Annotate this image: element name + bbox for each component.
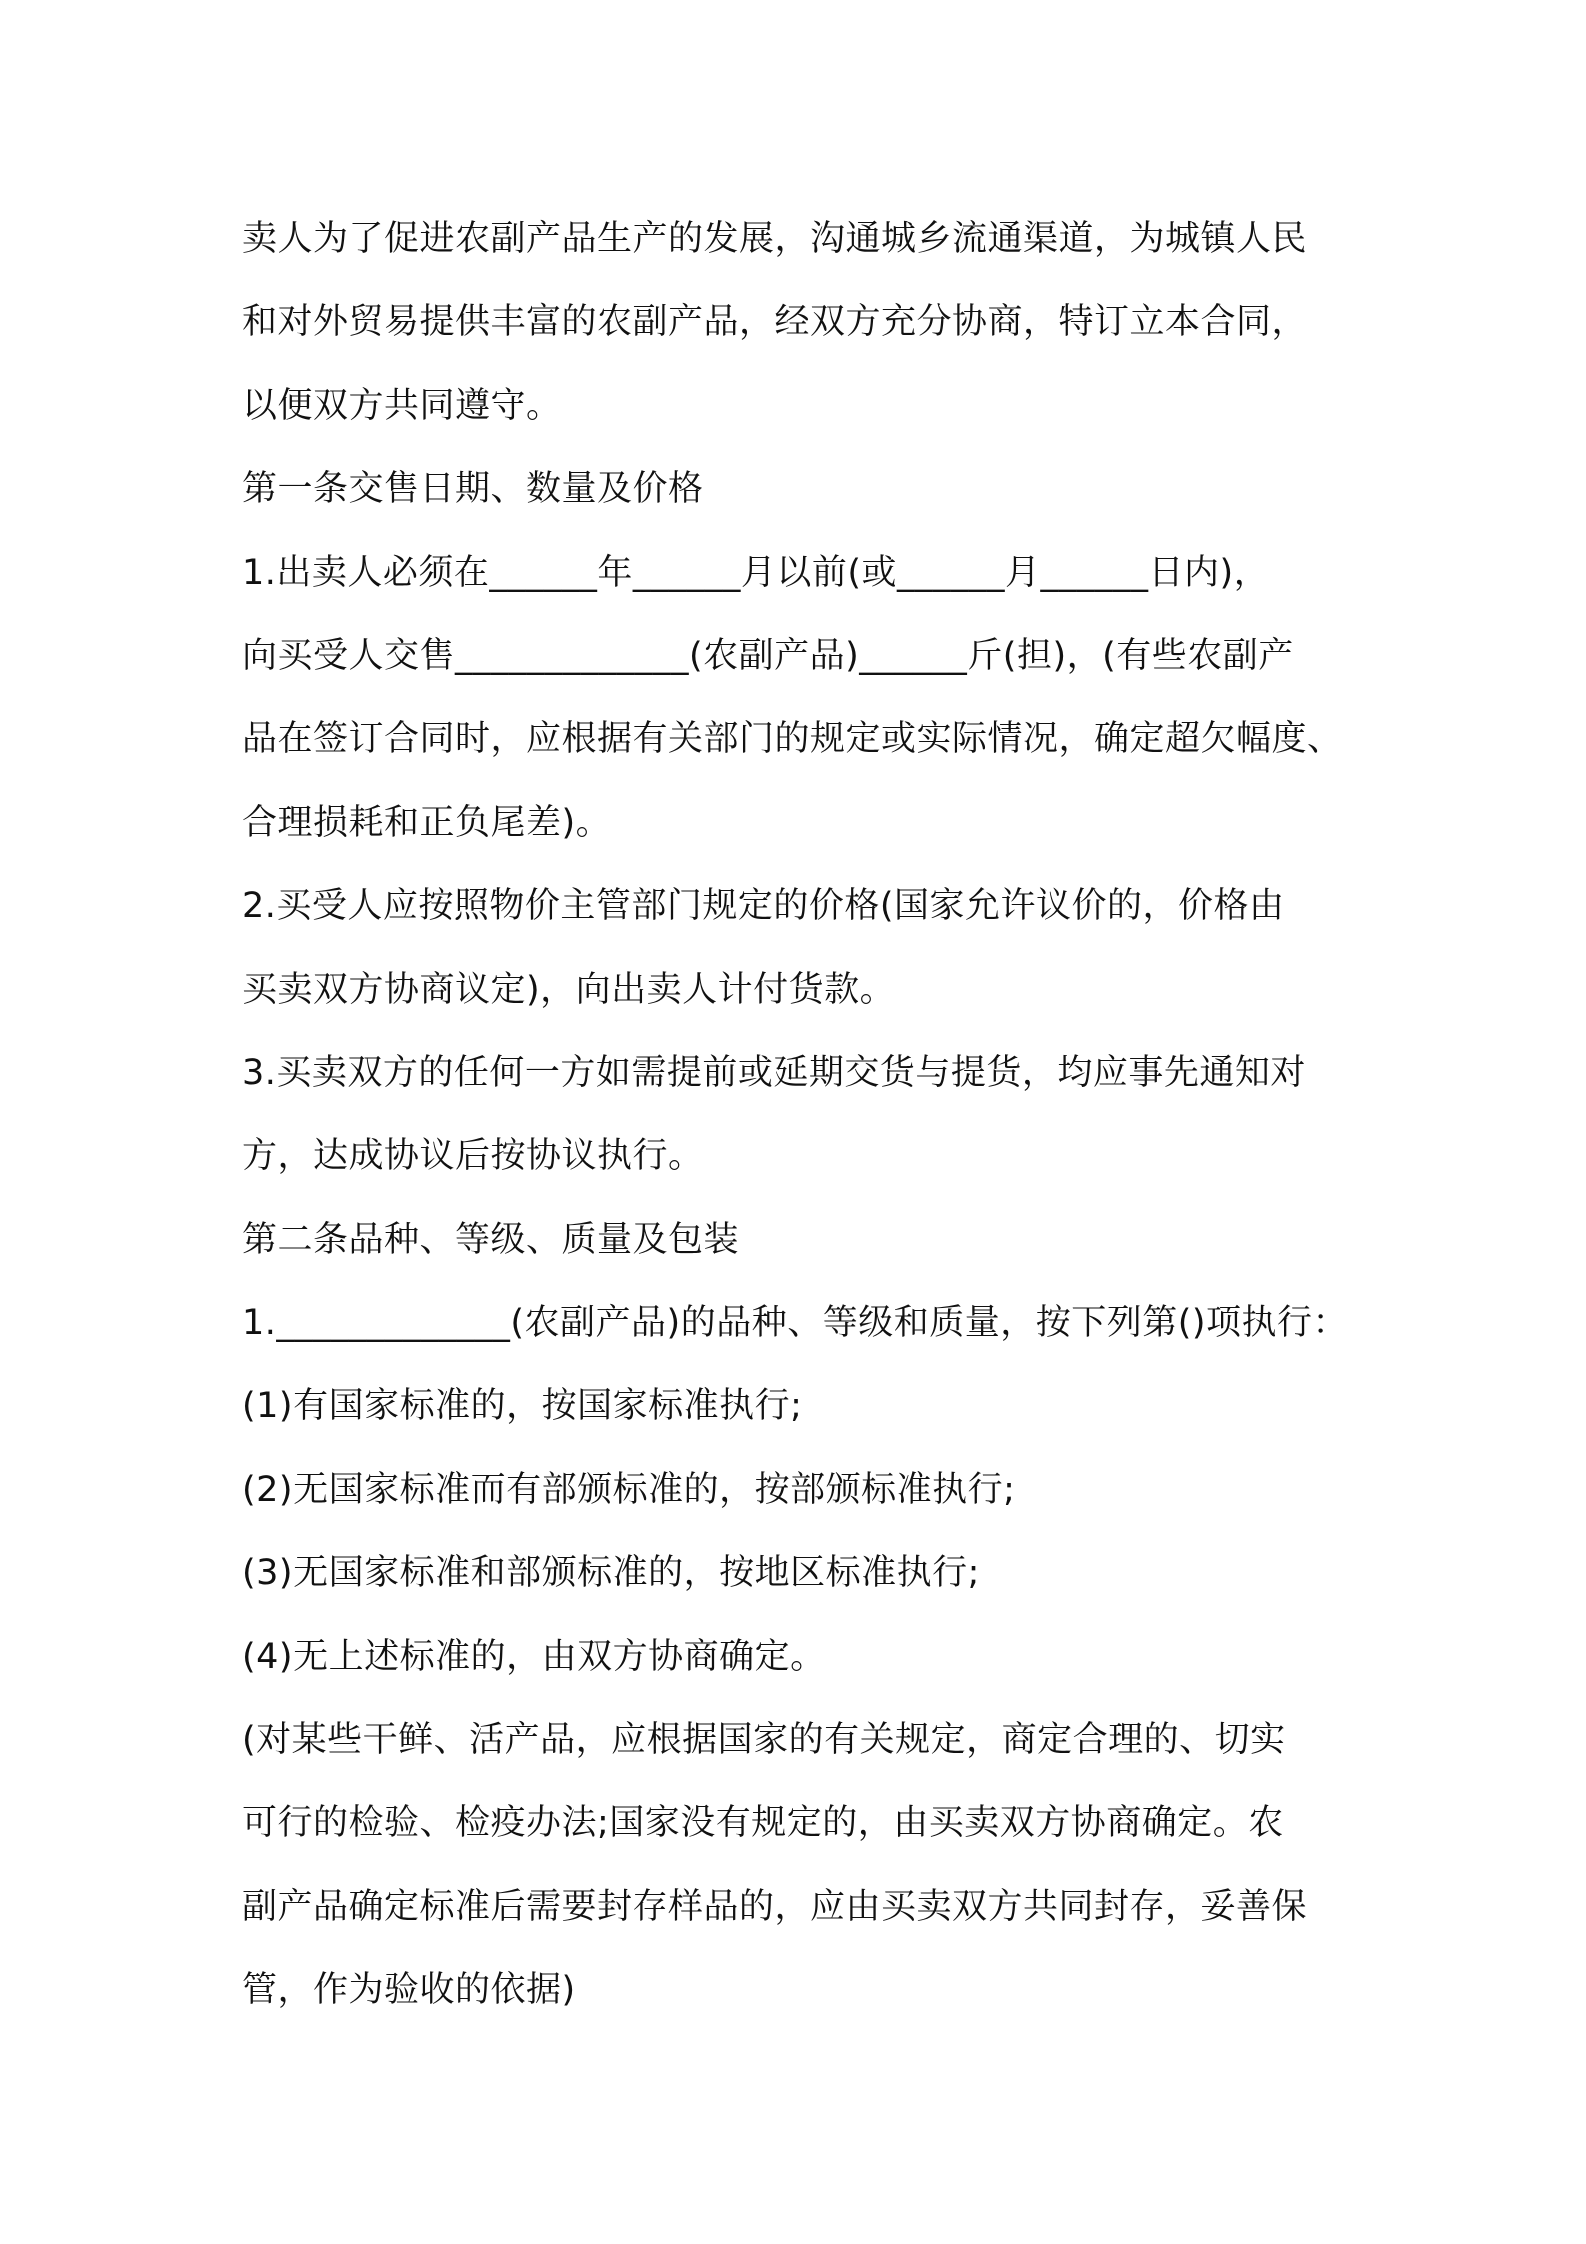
text-line: 以便双方共同遵守。: [242, 385, 562, 426]
text-line: (2)无国家标准而有部颁标准的，按部颁标准执行;: [242, 1469, 1016, 1510]
text-line: 方，达成协议后按协议执行。: [242, 1136, 704, 1177]
text-line: (4)无上述标准的，由双方协商确定。: [242, 1636, 826, 1677]
text-line: 向买受人交售_____________(农副产品)______斤(担)，(有些农副产: [242, 635, 1294, 676]
text-line: 1._____________(农副产品)的品种、等级和质量，按下列第()项执行：: [242, 1303, 1349, 1344]
text-line: 管，作为验收的依据): [242, 1970, 576, 2011]
text-line: 2.买受人应按照物价主管部门规定的价格(国家允许议价的，价格由: [242, 886, 1285, 927]
text-line: 品在签订合同时，应根据有关部门的规定或实际情况，确定超欠幅度、: [242, 719, 1343, 760]
text-line: 1.出卖人必须在______年______月以前(或______月______日内)，: [242, 552, 1270, 593]
text-line: (1)有国家标准的，按国家标准执行;: [242, 1386, 803, 1427]
section-heading: 第一条交售日期、数量及价格: [242, 469, 704, 510]
section-heading: 第二条品种、等级、质量及包装: [242, 1219, 740, 1260]
text-line: 卖人为了促进农副产品生产的发展，沟通城乡流通渠道，为城镇人民: [242, 219, 1308, 259]
text-line: 副产品确定标准后需要封存样品的，应由买卖双方共同封存，妥善保: [242, 1886, 1308, 1927]
text-line: (3)无国家标准和部颁标准的，按地区标准执行;: [242, 1553, 980, 1594]
text-line: 3.买卖双方的任何一方如需提前或延期交货与提货，均应事先通知对: [242, 1052, 1306, 1093]
text-line: 买卖双方协商议定)，向出卖人计付货款。: [242, 969, 896, 1010]
text-line: 可行的检验、检疫办法;国家没有规定的，由买卖双方协商确定。农: [242, 1803, 1284, 1844]
text-line: 和对外贸易提供丰富的农副产品，经双方充分协商，特订立本合同，: [242, 302, 1308, 343]
text-line: (对某些干鲜、活产品，应根据国家的有关规定，商定合理的、切实: [242, 1720, 1286, 1761]
contract-text: [242, 198, 1360, 2033]
text-line: 合理损耗和正负尾差)。: [242, 802, 612, 843]
